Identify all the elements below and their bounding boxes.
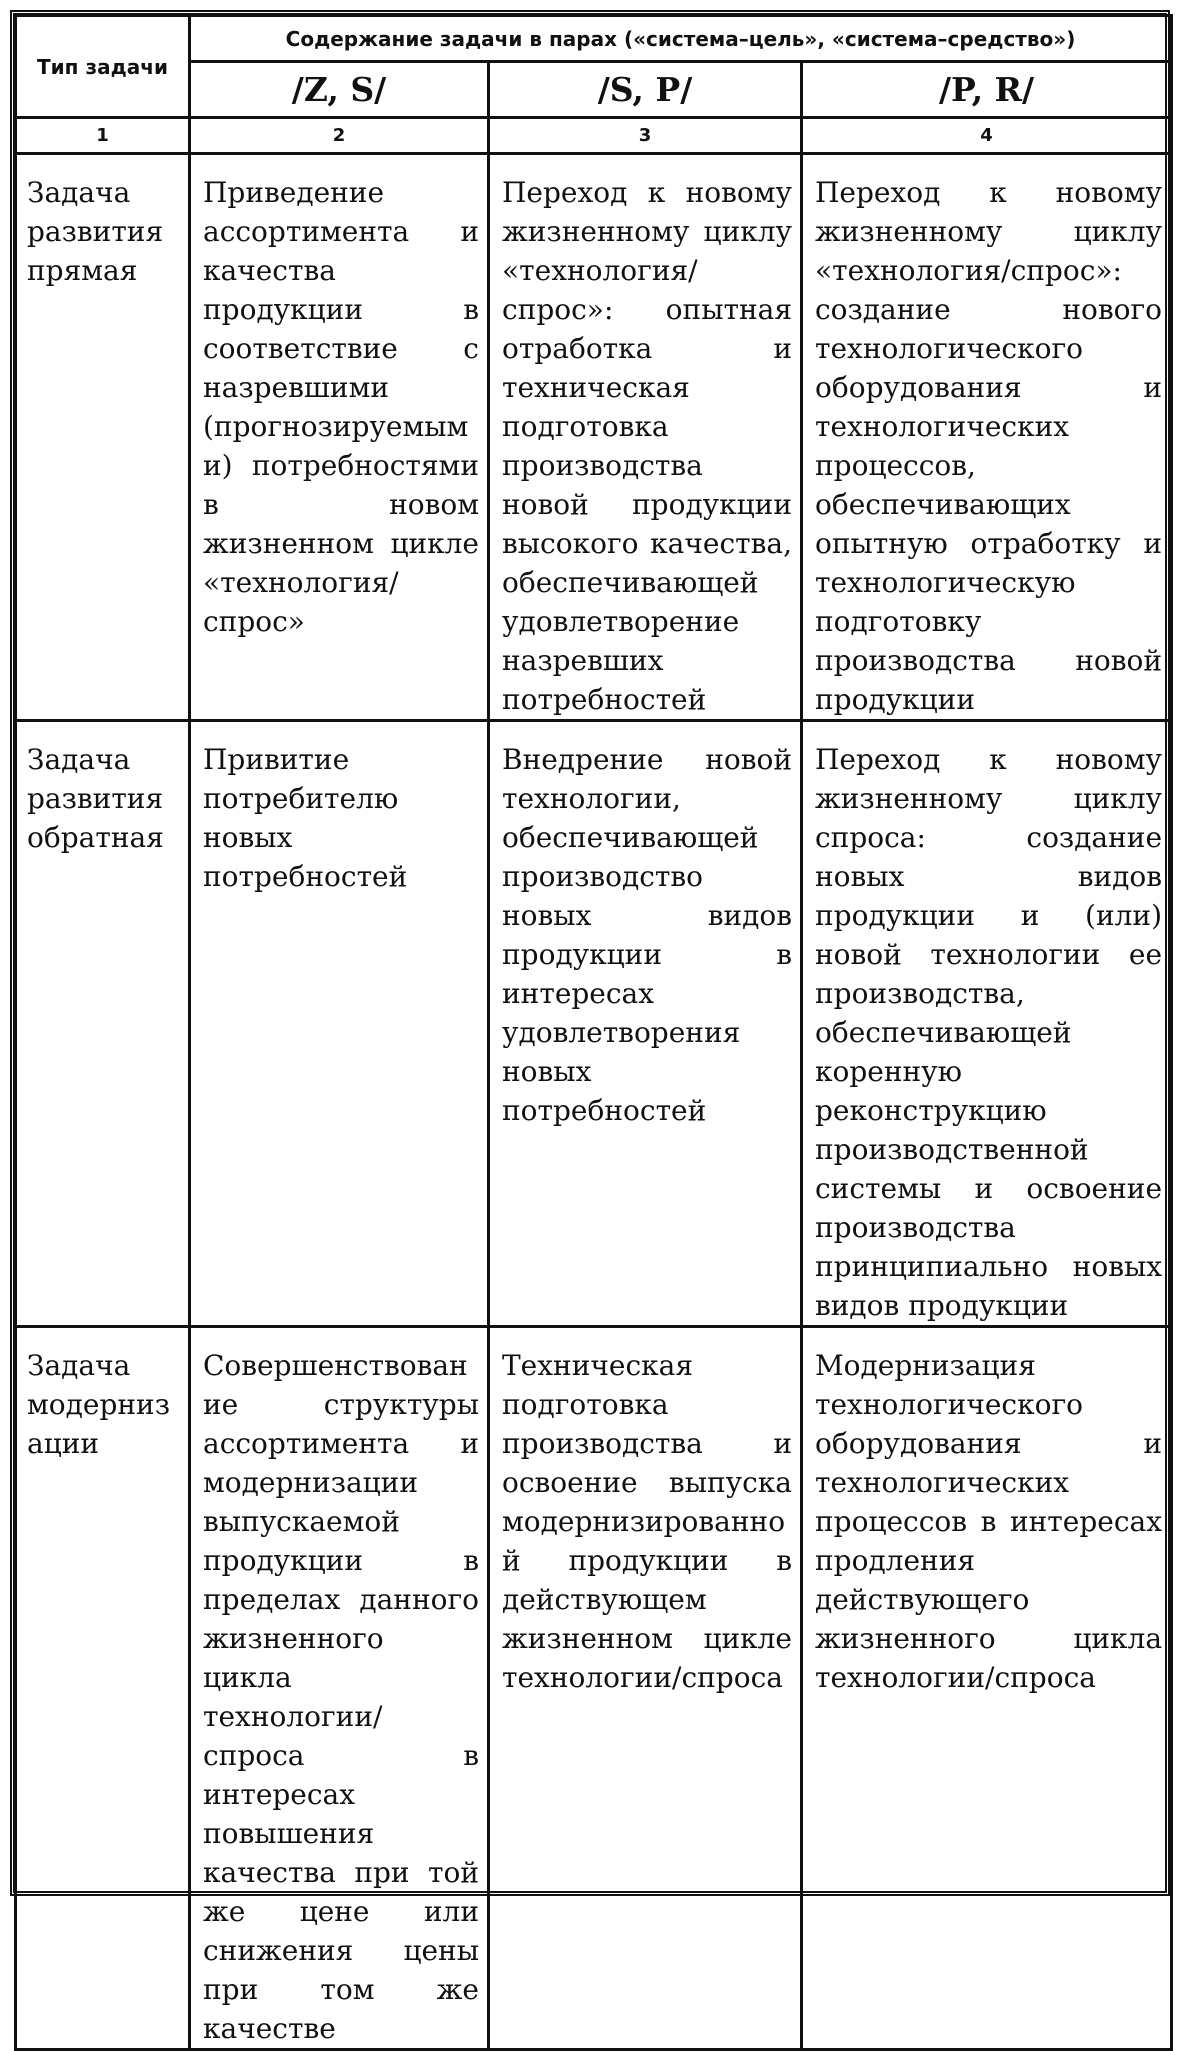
table-row bbox=[16, 721, 1172, 1327]
header-pair-zs: /Z, S/ bbox=[190, 62, 489, 118]
header-task-type: Тип задачи bbox=[16, 16, 190, 118]
sp-cell: Техническая подготовка производства и освоение выпуска модернизированной продукции в действующем жизненном цикле технологии/спроса bbox=[489, 1327, 802, 2050]
header-row bbox=[16, 16, 1172, 62]
pr-cell: Модернизация технологического оборудования и технологических процессов в интересах продления действующего жизненного цикла технологии/спроса bbox=[802, 1327, 1172, 2050]
sp-cell: Внедрение новой технологии, обеспечивающей производство новых видов продукции в интересах удовлетворения новых потребностей bbox=[489, 721, 802, 1327]
column-number: 3 bbox=[489, 118, 802, 154]
zs-cell: Совершенствование структуры ассортимента и модернизации выпускаемой продукции в пределах данного жизненного цикла технологии/спроса в интересах повышения качества при той же цене или снижения цены при том же качестве bbox=[190, 1327, 489, 2050]
task-type-cell: Задача модернизации bbox=[16, 1327, 190, 2050]
zs-cell: Привитие потребителю новых потребностей bbox=[190, 721, 489, 1327]
zs-cell: Приведение ассортимента и качества продукции в соответствие с назревшими (прогнозируемыми) потребностями в новом жизненном цикле «технология/спрос» bbox=[190, 154, 489, 721]
header-pair-sp: /S, P/ bbox=[489, 62, 802, 118]
table-row bbox=[16, 1327, 1172, 2050]
column-number: 4 bbox=[802, 118, 1172, 154]
task-type-cell: Задача развития прямая bbox=[16, 154, 190, 721]
column-number: 2 bbox=[190, 118, 489, 154]
column-numbers-row bbox=[16, 118, 1172, 154]
table-row bbox=[16, 154, 1172, 721]
header-pairs-row bbox=[16, 62, 1172, 118]
header-pair-pr: /P, R/ bbox=[802, 62, 1172, 118]
header-content: Содержание задачи в парах («система–цель», «система–средство») bbox=[190, 16, 1172, 62]
task-type-cell: Задача развития обратная bbox=[16, 721, 190, 1327]
column-number: 1 bbox=[16, 118, 190, 154]
pr-cell: Переход к новому жизненному циклу «технология/спрос»: создание нового технологического оборудования и технологических процессов, обеспечивающих опытную отработку и технологическую подготовку производства новой продукции bbox=[802, 154, 1172, 721]
task-types-table bbox=[14, 14, 1173, 2051]
pr-cell: Переход к новому жизненному циклу спроса: создание новых видов продукции и (или) новой технологии ее производства, обеспечивающей коренную реконструкцию производственной системы и освоение производства принципиально новых видов продукции bbox=[802, 721, 1172, 1327]
sp-cell: Переход к новому жизненному циклу «технология/спрос»: опытная отработка и техническая подготовка производства новой продукции высокого качества, обеспечивающей удовлетворение назревших потребностей bbox=[489, 154, 802, 721]
